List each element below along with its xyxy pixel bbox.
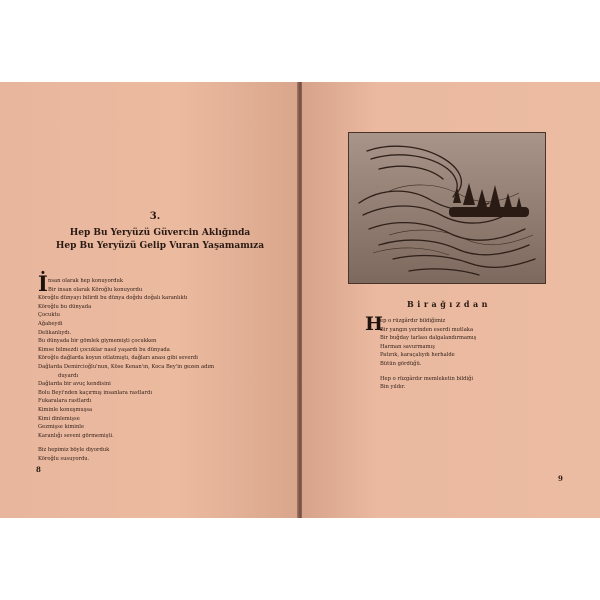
verse-line: Bolu Beyi'nden kaçırmış insanlara rastlardı — [38, 389, 152, 396]
drop-cap-left: İ — [38, 271, 48, 296]
verse-line: duyardı — [58, 372, 79, 379]
verse-line: Bir buğday tarlası dalgalandırmamış — [380, 335, 477, 342]
poem-title: Birağızdan — [407, 299, 491, 309]
verse-line: Köroğlu dünyayı bilirdi bu dünya doğdu doğalı karanlıktı — [38, 295, 188, 302]
verse-line: Dağlarda bir avuç kendisini — [38, 381, 111, 388]
verse-line: Bin yıldır. — [380, 384, 406, 391]
verse-line: Çocuktu — [38, 312, 60, 319]
left-verse — [38, 277, 288, 463]
storm-engraving — [348, 132, 546, 284]
verse-line: Köroğlu susuyordu. — [38, 455, 90, 462]
left-page — [0, 82, 298, 518]
chapter-title-line-2: Hep Bu Yeryüzü Gelip Vuran Yaşamamıza — [55, 241, 265, 251]
verse-line: Fukaralara rastlardı — [38, 398, 92, 405]
drop-cap-right: H — [365, 313, 383, 335]
verse-line: Ağabeydi — [38, 320, 63, 327]
verse-line: Köroğlu dağlarda koyun otlatmıştı, dağları anası gibi severdi — [38, 355, 198, 362]
verse-line: Bir insan olarak Köroğlu konuyordu — [48, 286, 143, 293]
page-number-right: 9 — [558, 474, 563, 483]
verse-line: Hep o rüzgârdır memleketin bildiği — [380, 375, 474, 382]
verse-line: nsan olarak hep konuyorduk — [48, 278, 123, 284]
verse-line: Karanlığı seveni görmemişti. — [38, 432, 114, 439]
verse-line: ep o rüzgârdır bildiğimiz — [380, 318, 446, 324]
right-page — [302, 82, 600, 518]
verse-line: Kimse bilmezdi çocuklar nasıl yaşardı bu dünyada — [38, 346, 170, 353]
verse-line: Köroğlu bu dünyada — [38, 303, 92, 310]
chapter-title-line-1: Hep Bu Yeryüzü Güvercin Aklığında — [69, 228, 251, 238]
verse-line: Patırık, karaçalıydı herhalde — [380, 352, 455, 359]
verse-line: Bu dünyada bir gömlek giymemişti çocukken — [38, 338, 157, 345]
right-verse — [380, 317, 580, 392]
verse-line: Kiminle konuşmuşsa — [38, 406, 93, 413]
verse-line: Delikanlıydı. — [38, 329, 72, 336]
chapter-number: 3. — [149, 211, 161, 222]
verse-line: Dağlarda Demircioğlu'nun, Köse Kenan'ın, Koca Bey'in gezen adım — [38, 363, 215, 370]
page-number-left: 8 — [36, 465, 41, 474]
verse-line: Kimi dinlemişse — [38, 415, 80, 422]
verse-line: Bir yangın yerinden eserdi mutlaka — [380, 326, 474, 333]
verse-line: Bütün gördüğü. — [380, 360, 422, 367]
verse-line: Harman savurmamış — [380, 343, 435, 350]
verse-line: Gezmişse kiminle — [38, 424, 85, 431]
book-spread — [0, 82, 600, 518]
verse-line: Biz hepimiz böyle diyorduk — [38, 447, 110, 454]
